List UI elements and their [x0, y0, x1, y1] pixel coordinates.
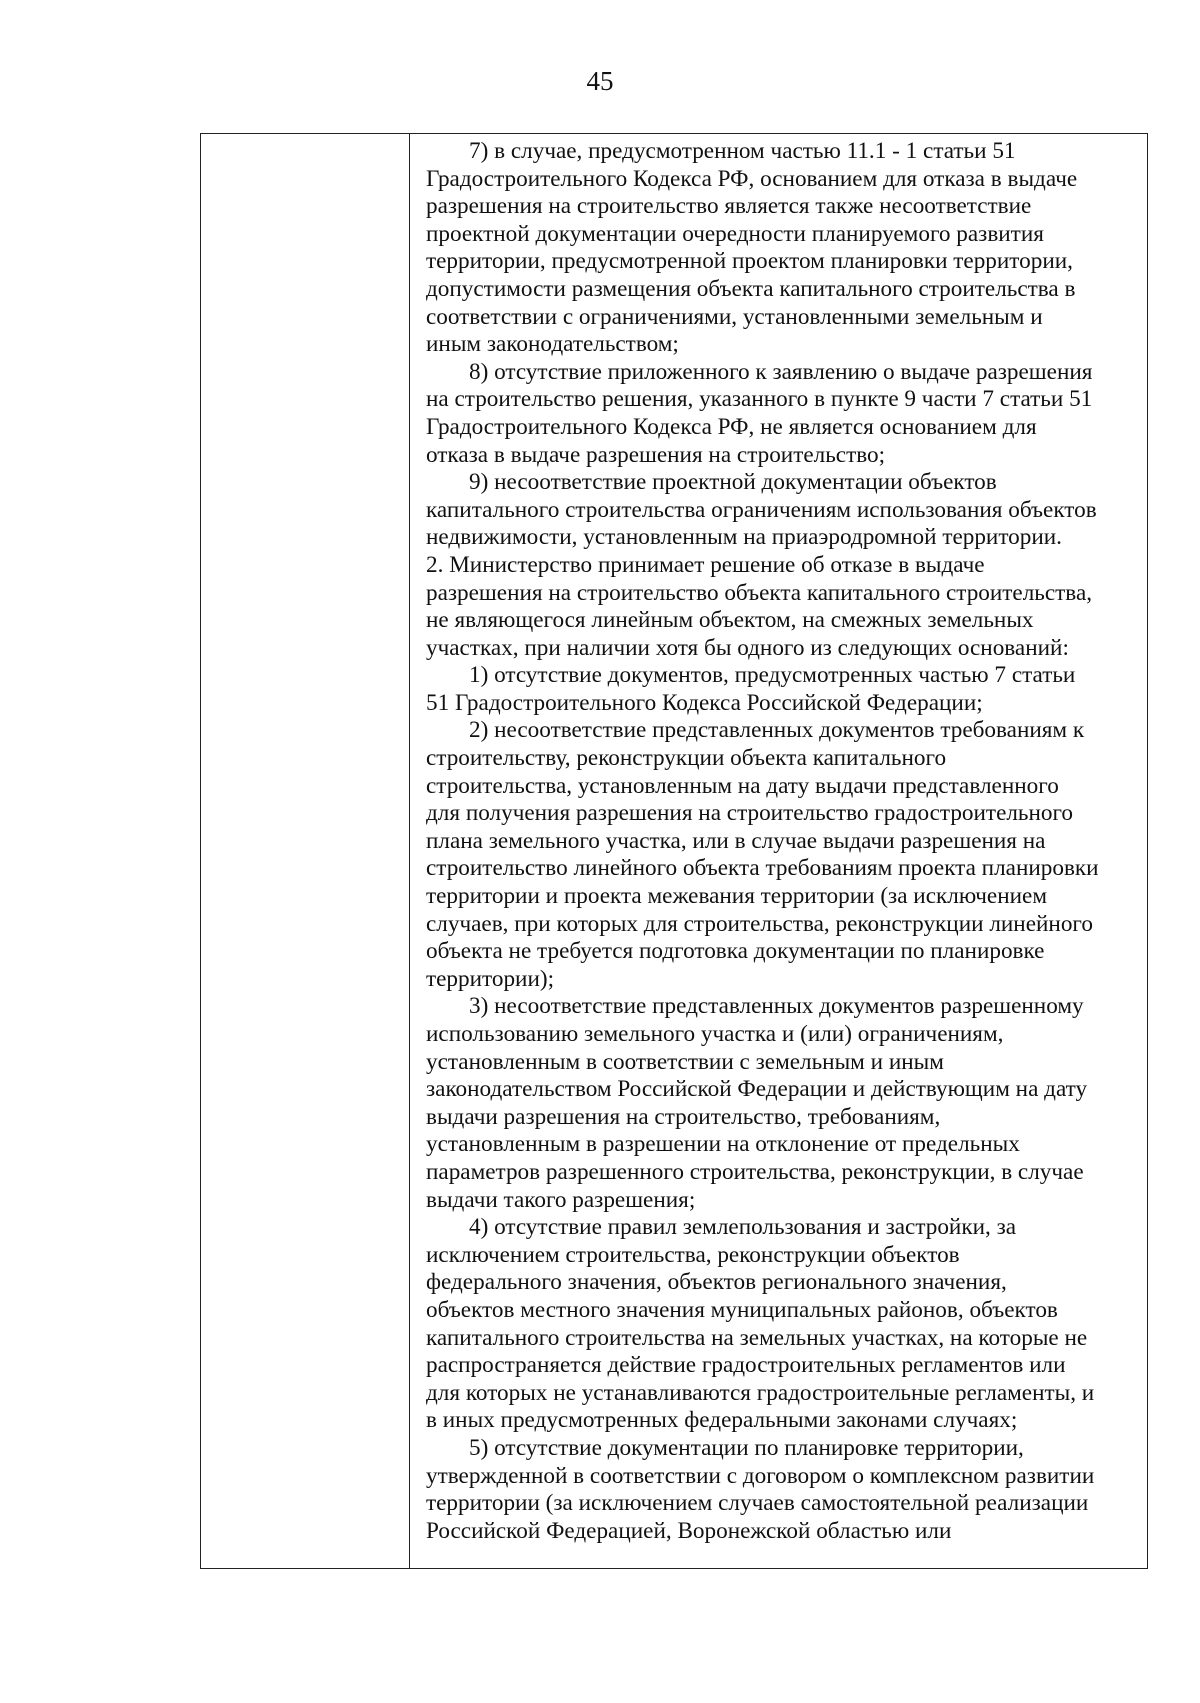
text-line: 5) отсутствие документации по планировке территории, [469, 1434, 1024, 1461]
text-line: выдачи разрешения на строительство, требованиям, [426, 1103, 941, 1130]
text-line: строительство линейного объекта требованиям проекта планировки [426, 855, 1099, 882]
left-table-cell [201, 134, 409, 1568]
text-line: в иных предусмотренных федеральными законами случаях; [426, 1407, 1018, 1434]
text-line: иным законодательством; [426, 331, 679, 358]
text-line: объектов местного значения муниципальных районов, объектов [426, 1296, 1058, 1323]
text-line: для получения разрешения на строительство градостроительного [426, 800, 1074, 827]
text-line: капитального строительства ограничениям использования объектов [426, 496, 1097, 523]
text-line: отказа в выдаче разрешения на строительство; [426, 441, 886, 468]
document-table [200, 133, 1148, 1569]
text-line: 2) несоответствие представленных документов требованиям к [469, 717, 1085, 744]
text-line: федерального значения, объектов регионального значения, [426, 1269, 1007, 1296]
text-line: недвижимости, установленным на приаэродромной территории. [426, 524, 1062, 551]
text-line: капитального строительства на земельных участках, на которые не [426, 1324, 1088, 1351]
text-line: параметров разрешенного строительства, реконструкции, в случае [426, 1158, 1084, 1185]
text-line: строительства, установленным на дату выдачи представленного [426, 772, 1059, 799]
text-line: Градостроительного Кодекса РФ, не является основанием для [426, 413, 1037, 440]
text-line: для которых не устанавливаются градостроительные регламенты, и [426, 1379, 1095, 1406]
text-line: Российской Федерацией, Воронежской областью или [426, 1517, 952, 1544]
text-line: установленным в разрешении на отклонение от предельных [426, 1131, 1020, 1158]
text-line: территории, предусмотренной проектом планировки территории, [426, 248, 1073, 275]
text-line: 1) отсутствие документов, предусмотренных частью 7 статьи [469, 662, 1076, 689]
text-line: установленным в соответствии с земельным и иным [426, 1048, 944, 1075]
text-line: исключением строительства, реконструкции объектов [426, 1241, 960, 1268]
text-line: проектной документации очередности планируемого развития [426, 220, 1044, 247]
text-line: 51 Градостроительного Кодекса Российской Федерации; [426, 689, 983, 716]
text-line: случаев, при которых для строительства, реконструкции линейного [426, 910, 1093, 937]
text-line: территории и проекта межевания территории (за исключением [426, 883, 1048, 910]
text-line: выдачи такого разрешения; [426, 1186, 696, 1213]
text-line: объекта не требуется подготовка документации по планировке [426, 938, 1045, 965]
text-line: разрешения на строительство является также несоответствие [426, 193, 1032, 220]
cell-text [426, 138, 1136, 1545]
text-line: строительству, реконструкции объекта капитального [426, 745, 947, 772]
text-line: разрешения на строительство объекта капитального строительства, [426, 579, 1093, 606]
text-line: законодательством Российской Федерации и действующим на дату [426, 1076, 1088, 1103]
text-line: плана земельного участка, или в случае выдачи разрешения на [426, 827, 1046, 854]
text-line: не являющегося линейным объектом, на смежных земельных [426, 607, 1034, 634]
text-line: соответствии с ограничениями, установленными земельным и [426, 303, 1043, 330]
text-line: 7) в случае, предусмотренном частью 11.1 - 1 статьи 51 [469, 138, 1016, 164]
text-line: допустимости размещения объекта капитального строительства в [426, 275, 1076, 302]
text-line: территории (за исключением случаев самостоятельной реализации [426, 1490, 1089, 1517]
text-line: использованию земельного участка и (или) ограничениям, [426, 1021, 1004, 1047]
text-line: на строительство решения, указанного в пункте 9 части 7 статьи 51 [426, 386, 1093, 413]
right-table-cell [426, 134, 1136, 1545]
text-line: распространяется действие градостроительных регламентов или [426, 1352, 1066, 1379]
text-line: 4) отсутствие правил землепользования и застройки, за [469, 1214, 1017, 1241]
page-number: 45 [586, 66, 614, 96]
column-divider [409, 134, 410, 1568]
text-line: 9) несоответствие проектной документации объектов [469, 469, 997, 496]
text-line: территории); [426, 965, 555, 992]
text-line: 2. Министерство принимает решение об отказе в выдаче [426, 551, 985, 578]
text-line: утвержденной в соответствии с договором о комплексном развитии [426, 1462, 1095, 1489]
text-line: участках, при наличии хотя бы одного из следующих оснований: [426, 634, 1069, 661]
text-line: Градостроительного Кодекса РФ, основанием для отказа в выдаче [426, 165, 1078, 192]
text-line: 3) несоответствие представленных документов разрешенному [469, 993, 1084, 1020]
text-line: 8) отсутствие приложенного к заявлению о выдаче разрешения [469, 358, 1093, 385]
